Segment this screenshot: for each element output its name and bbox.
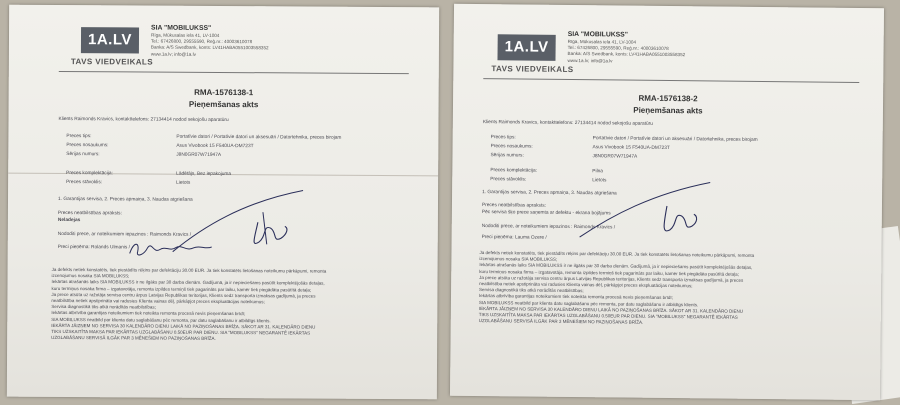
terms-line: Ja prece atsūta uz ražotāja servisa centru ārpus Latvijas Republikas teritorijas, Klients sedz transporta izmaksas gadījumā, ja preces bbox=[479, 274, 744, 283]
value-completeness: Lādētājs, Bez iepakojuma bbox=[176, 171, 232, 178]
company-web: www.1a.lv; info@1a.lv bbox=[567, 57, 613, 64]
label-condition: Preces stāvoklis: bbox=[490, 177, 527, 183]
value-product-name: Asus Vivobook 15 F540UA-DM723T bbox=[592, 145, 670, 152]
terms-line: UZGLABĀŠANU SERVISĀ ILGĀK PAR 3 MĒNEŠIEM NO PAZIŅOŠANAS BRĪŽA. bbox=[478, 318, 644, 325]
handed-over-line: Nododiti prece, ar noteikumiem iepazinos : Raimonds Kravics / bbox=[57, 231, 192, 238]
terms-line: Ja defekts netiek konstatēts, tiek piestādīts rēķins par defektāciju 30.00 EUR. Ja tiek konstatēts lietošanas noteikumu pārkāpumi, remonta bbox=[51, 266, 327, 274]
company-tagline: TAVS VIEDVEIKALS bbox=[491, 64, 574, 75]
terms-line: neatbilstība netiek apstiprināta vai radusies Klienta vainas dēļ, pārkāpjot preces ekspluatācijas noteikumus; bbox=[51, 297, 265, 305]
company-address: Rīga, Mūkusalas iela 41, LV-1004 bbox=[567, 38, 637, 45]
label-serial: Sērijas numurs: bbox=[490, 153, 524, 159]
client-line: Klients Raimonds Kravics, kontakttelefons: 27134414 nodod sekojošu aparatūru bbox=[58, 116, 229, 124]
label-fault-description: Preces neatbilstības apraksts: bbox=[57, 210, 122, 217]
terms-line: Iekārtas atbrīvība garantijas noteikumiem tiek noteikta remonta procesā nevis pieņemšanas brīdī; bbox=[478, 293, 673, 301]
terms-line: Iekārtas atrašanās laiks SIA MOBILUKSS ir ne ilgāks par 30 darba dienām. Gadījumā, ja ir nepieciešams pasūtīt komplektējošās detaļas, bbox=[51, 279, 325, 287]
label-completeness: Preces komplektācija: bbox=[490, 168, 537, 174]
terms-list bbox=[51, 267, 326, 343]
terms-line: IEKĀRTA JĀIZŅEM NO SERVISA 30 KALENDĀRO DIENU LAIKĀ NO PAZIŅOŠANAS BRĪŽA. SĀKOT AR 31. KALENDĀRO DIENU bbox=[478, 305, 744, 314]
handed-over-line: Nododiti prece, ar noteikumiem iepazinos : Raimonds Kravics / bbox=[481, 224, 616, 231]
header-divider bbox=[59, 71, 409, 74]
terms-line: kuru termiņus nosaka firma – izgatavotāja, remonta izpildes termiņš tiek pagarināts par laiku, kamēr tiek piegādāta pasūtītā detaļa; bbox=[479, 268, 739, 277]
company-name: SIA "MOBILUKSS" bbox=[151, 24, 212, 32]
value-condition: Lietots bbox=[176, 180, 191, 186]
rma-number: RMA-1576138-1 bbox=[194, 87, 254, 98]
company-logo: 1A.LV bbox=[81, 27, 139, 53]
company-name: SIA "MOBILUKSS" bbox=[567, 30, 628, 39]
header-divider bbox=[483, 78, 859, 83]
value-serial: J8N0GR07W71947A bbox=[176, 152, 222, 158]
company-phone: Tel.: 67426800, 29555590, Reģ.nr.: 40003610078 bbox=[150, 38, 253, 45]
label-condition: Preces stāvoklis: bbox=[66, 180, 103, 186]
terms-list bbox=[479, 250, 754, 327]
acceptance-act-sheet-2 bbox=[450, 4, 884, 400]
document-title: Pieņemšanas akts bbox=[633, 105, 703, 116]
company-web: www.1a.lv; info@1a.lv bbox=[150, 51, 196, 57]
acceptance-act-sheet-1 bbox=[7, 5, 439, 400]
terms-line: SIA MOBILUKSS neatbild par klienta datu saglabāšanu pēc remonta, par datu saglabāšanu ir atbildīgs klients. bbox=[478, 299, 699, 307]
company-tagline: TAVS VIEDVEIKALS bbox=[70, 57, 154, 67]
terms-line: kuru termiņus nosaka firma – izgatavotāja, remonta izpildes termiņš tiek pagarināts par laiku, kamēr tiek piegādāta pasūtītā detaļa; bbox=[51, 285, 312, 293]
accepted-by-line: Preci pieņēma: Lauma Ozere / bbox=[481, 235, 547, 241]
company-details bbox=[567, 31, 685, 65]
client-signature bbox=[571, 175, 722, 257]
value-completeness: Pilna bbox=[592, 169, 604, 175]
value-product-name: Asus Vivobook 15 F540UA-DM723T bbox=[176, 143, 254, 150]
employee-signature bbox=[126, 237, 216, 260]
accepted-by-line: Preci pieņēma: Rolands Ulmanis / bbox=[57, 244, 130, 251]
label-product-type: Preces tips: bbox=[490, 135, 516, 141]
company-address: Rīga, Mūkusalas iela 41, LV-1004 bbox=[151, 32, 220, 38]
label-product-type: Preces tips: bbox=[66, 134, 92, 140]
terms-line: Ja prece atsūta uz ražotāja servisa centru ārpus Latvijas Republikas teritorijas, Klients sedz transporta izmaksas gadījumā, ja preces bbox=[51, 291, 316, 299]
terms-line: neatbilstība netiek apstiprināta vai radusies Klienta vainas dēļ, pārkāpjot preces ekspluatācijas noteikumus; bbox=[479, 281, 693, 289]
label-product-name: Preces nosaukums: bbox=[490, 144, 533, 150]
company-bank: Banka: A/S Swedbank, konts: LV41HABA0551003558352 bbox=[150, 44, 269, 51]
company-bank: Banka: A/S Swedbank, konts: LV41HABA0551003558352 bbox=[567, 51, 686, 58]
terms-line: Servisa diagnostikā tiks atkā norādītās neatbilstības; bbox=[51, 304, 156, 310]
terms-line: SIA MOBILUKSS neatbild par klienta datu saglabāšanu pēc remonta, par datu saglabāšanu ir atbildīgs klients. bbox=[51, 316, 271, 323]
service-options: 1. Garantijas servisa, 2. Preces apmaiņa, 3. Naudas atgriešana bbox=[482, 190, 617, 197]
value-condition: Lietots bbox=[592, 178, 607, 184]
label-completeness: Preces komplektācija: bbox=[66, 171, 113, 177]
label-fault-description: Preces neatbilstības apraksts: bbox=[481, 203, 546, 209]
terms-line: UZGLABĀŠANU SERVISĀ ILGĀK PAR 3 MĒNEŠIEM NO PAZIŅOŠANAS BRĪŽA. bbox=[51, 335, 216, 342]
company-phone: Tel.: 67426800, 29555590, Reģ.nr.: 40003610078 bbox=[567, 45, 669, 52]
value-serial: J8N0GR07W71947A bbox=[592, 154, 638, 160]
label-serial: Sērijas numurs: bbox=[66, 152, 100, 158]
terms-line: TIKS UZSKAITĪTA MAKSA PAR IEKĀRTAS UZGLABĀŠANU 0.50EUR PAR DIENU. SIA "MOBILUKSS" NEGARANTĒ IEKĀRTAS bbox=[51, 328, 311, 336]
terms-line: Iekārtas atbrīvība garantijas noteikumiem tiek noteikta remonta procesā nevis pieņemšanas brīdī; bbox=[51, 310, 246, 317]
terms-line: IEKĀRTA JĀIZŅEM NO SERVISA 30 KALENDĀRO DIENU LAIKĀ NO PAZIŅOŠANAS BRĪŽA. SĀKOT AR 31. KALENDĀRO DIENU bbox=[51, 322, 316, 330]
terms-line: izcenojumus nosaka SIA MOBILUKSS; bbox=[51, 273, 130, 279]
client-line: Klients Raimonds Kravics, kontakttelefons: 27134414 nodod sekojošu aparatūru bbox=[482, 120, 653, 127]
value-fault-description: Pēc servisa šķo prece saņemta ar defektu - ekrana bojājums bbox=[481, 210, 611, 217]
terms-line: Ja defekts netiek konstatēts, tiek piestādīts rēķins par defektāciju 30.00 EUR. Ja tiek konstatēts lietošanas noteikumu pārkāpumi, remonta bbox=[479, 250, 755, 258]
terms-line: Servisa diagnostikā tiks atkā norādītās neatbilstības; bbox=[479, 287, 584, 294]
value-product-type: Portatīvie datori / Portatīvie datori un aksesuāri / Datortehnika, preces birojam bbox=[592, 136, 758, 143]
value-product-type: Portatīvie datori / Portatīvie datori un aksesuāri / Datortehnika, preces birojam bbox=[176, 134, 342, 141]
service-options: 1. Garantijas servisa, 2. Preces apmaiņa, 3. Naudas atgriešana bbox=[57, 196, 193, 203]
label-product-name: Preces nosaukums: bbox=[66, 143, 109, 149]
terms-line: TIKS UZSKAITĪTA MAKSA PAR IEKĀRTAS UZGLABĀŠANU 0.50EUR PAR DIENU. SIA "MOBILUKSS" NEGARANTĒ IEKĀRTAS bbox=[478, 312, 738, 320]
company-logo: 1A.LV bbox=[497, 34, 555, 61]
terms-line: Iekārtas atrašanās laiks SIA MOBILUKSS ir ne ilgāks par 30 darba dienām. Gadījumā, ja ir nepieciešams pasūtīt komplektējošās detaļas, bbox=[479, 262, 753, 271]
terms-line: izcenojumus nosaka SIA MOBILUKSS; bbox=[479, 256, 558, 263]
company-details bbox=[151, 25, 269, 59]
rma-number: RMA-1576138-2 bbox=[638, 93, 698, 104]
document-title: Pieņemšanas akts bbox=[188, 99, 259, 110]
value-fault-description: Neladejas bbox=[57, 217, 81, 224]
